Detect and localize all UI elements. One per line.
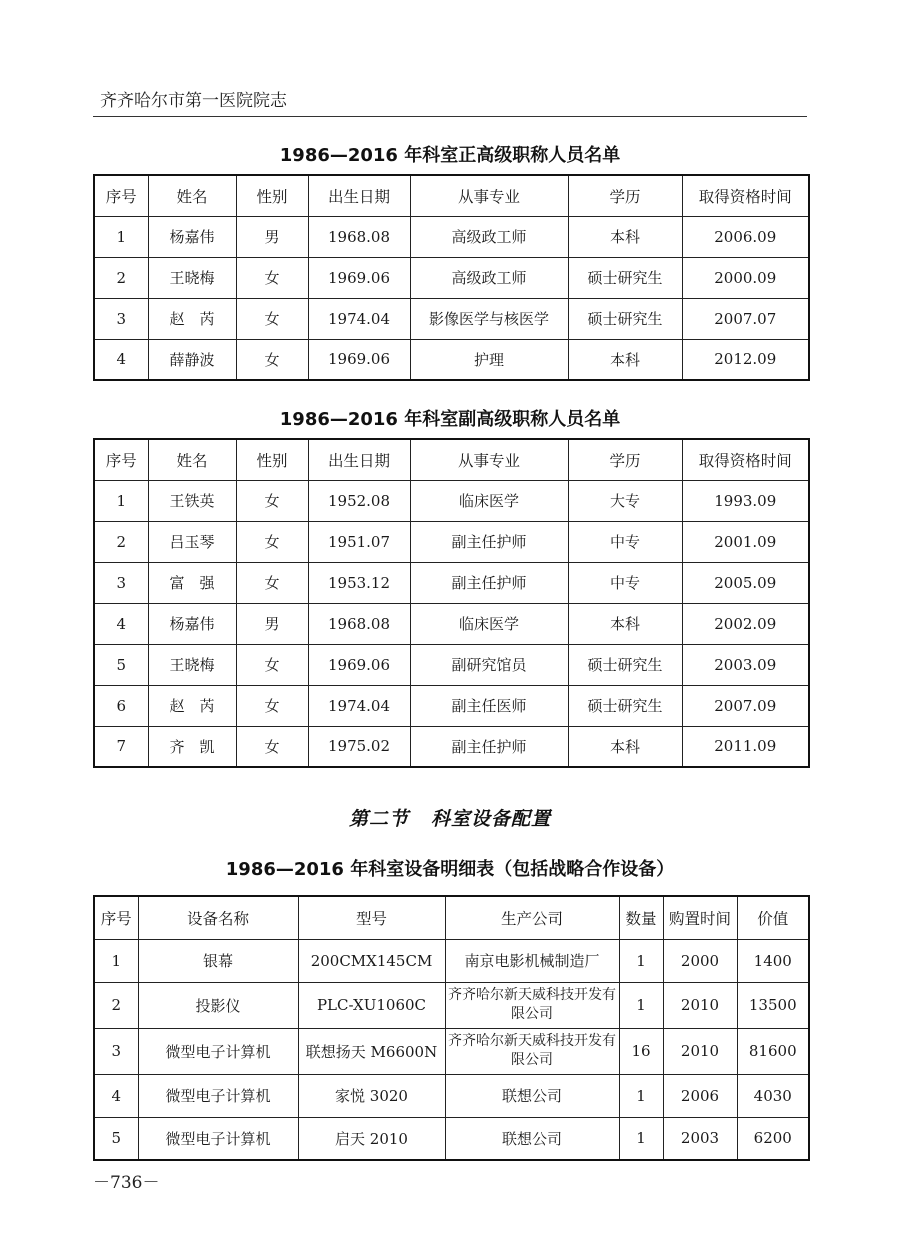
table-cell: 2 — [94, 982, 138, 1028]
table-cell: 影像医学与核医学 — [410, 298, 568, 339]
table-cell: 2006 — [663, 1074, 737, 1117]
table-cell: 女 — [236, 726, 308, 767]
table-cell: 1 — [619, 1117, 663, 1160]
table-row — [94, 1117, 809, 1160]
table-cell: 1993.09 — [682, 480, 809, 521]
table-cell: 1968.08 — [308, 603, 410, 644]
column-header: 出生日期 — [308, 439, 410, 480]
table-cell: 4030 — [737, 1074, 809, 1117]
table-cell: 男 — [236, 216, 308, 257]
table-cell: 女 — [236, 257, 308, 298]
table-row — [94, 726, 809, 767]
table-cell: 6200 — [737, 1117, 809, 1160]
table-cell: 1953.12 — [308, 562, 410, 603]
table-row — [94, 298, 809, 339]
table-cell: 杨嘉伟 — [148, 603, 236, 644]
table-cell: 临床医学 — [410, 480, 568, 521]
table-cell: 硕士研究生 — [568, 298, 682, 339]
table-cell: 女 — [236, 644, 308, 685]
column-header: 生产公司 — [445, 896, 619, 939]
table-row — [94, 939, 809, 982]
table-cell: 1969.06 — [308, 339, 410, 380]
table-cell: 启天 2010 — [298, 1117, 445, 1160]
table-cell: 女 — [236, 562, 308, 603]
table-cell: 王铁英 — [148, 480, 236, 521]
table-cell: 家悦 3020 — [298, 1074, 445, 1117]
table-cell: 副主任护师 — [410, 726, 568, 767]
table-cell: 本科 — [568, 726, 682, 767]
table-cell: 1969.06 — [308, 644, 410, 685]
table-row — [94, 562, 809, 603]
table-cell: 中专 — [568, 521, 682, 562]
table-cell: 1969.06 — [308, 257, 410, 298]
table-cell: 2003 — [663, 1117, 737, 1160]
table-cell: 本科 — [568, 339, 682, 380]
column-header: 从事专业 — [410, 175, 568, 216]
table-cell: 7 — [94, 726, 148, 767]
table-cell: 1 — [94, 939, 138, 982]
table-cell: 女 — [236, 339, 308, 380]
table1-title: 1986—2016 年科室正高级职称人员名单 — [279, 145, 621, 166]
column-header: 序号 — [94, 439, 148, 480]
table-row — [94, 216, 809, 257]
page-number: －736－ — [93, 1173, 160, 1193]
table-cell: 女 — [236, 685, 308, 726]
column-header: 姓名 — [148, 439, 236, 480]
column-header: 学历 — [568, 439, 682, 480]
column-header: 性别 — [236, 439, 308, 480]
table-cell: 2012.09 — [682, 339, 809, 380]
table-cell: 硕士研究生 — [568, 257, 682, 298]
table-cell: 5 — [94, 644, 148, 685]
table-cell: 硕士研究生 — [568, 644, 682, 685]
column-header: 姓名 — [148, 175, 236, 216]
table-cell: 2010 — [663, 982, 737, 1028]
table-cell: PLC-XU1060C — [298, 982, 445, 1028]
table-cell: 2 — [94, 521, 148, 562]
table-cell: 1974.04 — [308, 298, 410, 339]
running-header: 齐齐哈尔市第一医院院志 — [100, 91, 287, 111]
table-cell: 2 — [94, 257, 148, 298]
table-cell: 王晓梅 — [148, 644, 236, 685]
table-header-row — [94, 175, 809, 216]
table-cell: 齐齐哈尔新天威科技开发有限公司 — [445, 982, 619, 1028]
table-cell: 1968.08 — [308, 216, 410, 257]
table-cell: 齐齐哈尔新天威科技开发有限公司 — [445, 1028, 619, 1074]
table-cell: 4 — [94, 603, 148, 644]
table-cell: 护理 — [410, 339, 568, 380]
table-cell: 1 — [94, 480, 148, 521]
column-header: 取得资格时间 — [682, 175, 809, 216]
table-cell: 高级政工师 — [410, 257, 568, 298]
table-cell: 1975.02 — [308, 726, 410, 767]
table-cell: 2003.09 — [682, 644, 809, 685]
table-row — [94, 1074, 809, 1117]
table-row — [94, 644, 809, 685]
table-cell: 中专 — [568, 562, 682, 603]
column-header: 性别 — [236, 175, 308, 216]
table-cell: 副主任护师 — [410, 521, 568, 562]
table3-title: 1986—2016 年科室设备明细表（包括战略合作设备） — [225, 859, 675, 880]
table-cell: 200CMX145CM — [298, 939, 445, 982]
table-cell: 薛静波 — [148, 339, 236, 380]
table-cell: 5 — [94, 1117, 138, 1160]
table-cell: 1 — [619, 939, 663, 982]
table-row — [94, 685, 809, 726]
table-cell: 2010 — [663, 1028, 737, 1074]
table-cell: 联想扬天 M6600N — [298, 1028, 445, 1074]
table-cell: 吕玉琴 — [148, 521, 236, 562]
header-divider — [93, 116, 807, 117]
table-cell: 1974.04 — [308, 685, 410, 726]
table2-title: 1986—2016 年科室副高级职称人员名单 — [279, 409, 621, 430]
table-cell: 1400 — [737, 939, 809, 982]
table-row — [94, 480, 809, 521]
table-cell: 银幕 — [138, 939, 298, 982]
section-name: 科室设备配置 — [431, 808, 552, 830]
table-cell: 女 — [236, 298, 308, 339]
column-header: 设备名称 — [138, 896, 298, 939]
table-cell: 2000 — [663, 939, 737, 982]
table-row — [94, 339, 809, 380]
table-row — [94, 257, 809, 298]
associate-title-table — [93, 438, 810, 768]
table-cell: 81600 — [737, 1028, 809, 1074]
column-header: 取得资格时间 — [682, 439, 809, 480]
table-header-row — [94, 896, 809, 939]
table-cell: 1 — [619, 1074, 663, 1117]
column-header: 价值 — [737, 896, 809, 939]
table-cell: 联想公司 — [445, 1117, 619, 1160]
table-cell: 3 — [94, 562, 148, 603]
equipment-table — [93, 895, 810, 1161]
table-cell: 1 — [619, 982, 663, 1028]
senior-title-table — [93, 174, 810, 381]
table-cell: 本科 — [568, 603, 682, 644]
table-cell: 高级政工师 — [410, 216, 568, 257]
table-cell: 2007.09 — [682, 685, 809, 726]
column-header: 学历 — [568, 175, 682, 216]
table-cell: 2007.07 — [682, 298, 809, 339]
table-cell: 微型电子计算机 — [138, 1028, 298, 1074]
table-row — [94, 1028, 809, 1074]
table-cell: 13500 — [737, 982, 809, 1028]
section-heading — [93, 804, 807, 831]
table-cell: 2011.09 — [682, 726, 809, 767]
table-cell: 副主任医师 — [410, 685, 568, 726]
table-cell: 4 — [94, 339, 148, 380]
table-row — [94, 521, 809, 562]
table-cell: 16 — [619, 1028, 663, 1074]
table-cell: 投影仪 — [138, 982, 298, 1028]
table-cell: 1952.08 — [308, 480, 410, 521]
table-row — [94, 982, 809, 1028]
table-cell: 富 强 — [148, 562, 236, 603]
table-cell: 2001.09 — [682, 521, 809, 562]
table-cell: 硕士研究生 — [568, 685, 682, 726]
table-cell: 临床医学 — [410, 603, 568, 644]
table-cell: 1951.07 — [308, 521, 410, 562]
table-cell: 微型电子计算机 — [138, 1117, 298, 1160]
table-cell: 本科 — [568, 216, 682, 257]
table-cell: 赵 芮 — [148, 685, 236, 726]
table-cell: 联想公司 — [445, 1074, 619, 1117]
table-cell: 王晓梅 — [148, 257, 236, 298]
table-cell: 赵 芮 — [148, 298, 236, 339]
table-cell: 3 — [94, 298, 148, 339]
table-cell: 大专 — [568, 480, 682, 521]
table-cell: 女 — [236, 521, 308, 562]
section-number: 第二节 — [348, 808, 409, 830]
table-header-row — [94, 439, 809, 480]
column-header: 从事专业 — [410, 439, 568, 480]
table-cell: 南京电影机械制造厂 — [445, 939, 619, 982]
column-header: 序号 — [94, 175, 148, 216]
column-header: 出生日期 — [308, 175, 410, 216]
table-cell: 2002.09 — [682, 603, 809, 644]
table-cell: 4 — [94, 1074, 138, 1117]
column-header: 型号 — [298, 896, 445, 939]
table-cell: 2005.09 — [682, 562, 809, 603]
column-header: 购置时间 — [663, 896, 737, 939]
table-cell: 6 — [94, 685, 148, 726]
table-cell: 男 — [236, 603, 308, 644]
table-cell: 微型电子计算机 — [138, 1074, 298, 1117]
table-row — [94, 603, 809, 644]
table-cell: 齐 凯 — [148, 726, 236, 767]
table-cell: 2000.09 — [682, 257, 809, 298]
table-cell: 杨嘉伟 — [148, 216, 236, 257]
column-header: 数量 — [619, 896, 663, 939]
table-cell: 女 — [236, 480, 308, 521]
column-header: 序号 — [94, 896, 138, 939]
table-cell: 2006.09 — [682, 216, 809, 257]
table-cell: 副主任护师 — [410, 562, 568, 603]
table-cell: 副研究馆员 — [410, 644, 568, 685]
table-cell: 1 — [94, 216, 148, 257]
table-cell: 3 — [94, 1028, 138, 1074]
